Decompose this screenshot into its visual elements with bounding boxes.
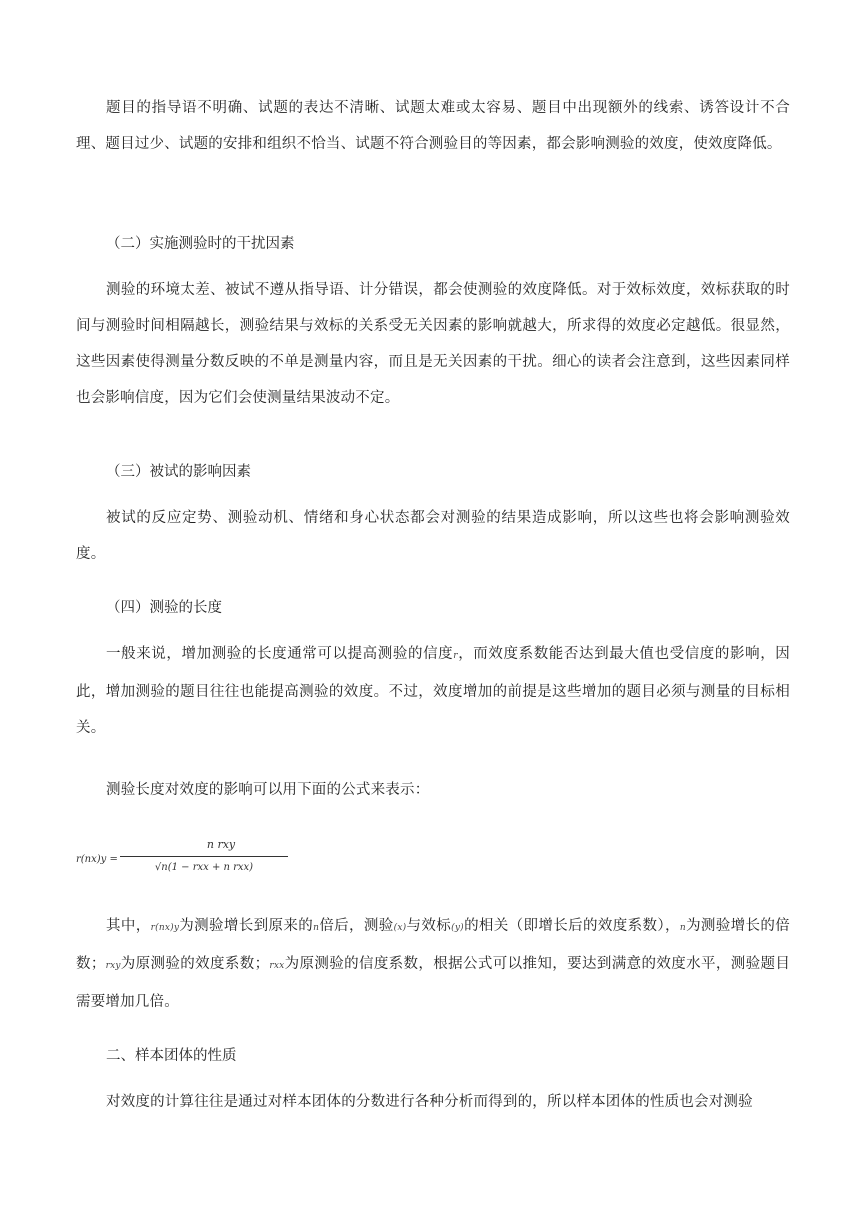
symbol-n: n: [313, 923, 320, 933]
section-heading-examinee: （三）被试的影响因素: [106, 464, 251, 480]
paragraph-text: 与效标: [406, 918, 452, 934]
section-heading-administration: （二）实施测验时的干扰因素: [106, 236, 295, 252]
paragraph-text: 为测验增长到原来的: [179, 918, 314, 934]
paragraph-test-length: [76, 636, 790, 746]
paragraph-text: 的相关（即增长后的效度系数），: [463, 918, 680, 934]
paragraph-text: 为原测验的信度系数，根据公式可以推知，要达到满意的效度水平，测验题目需要增加几倍。: [76, 956, 791, 1010]
formula-denominator: √n(1 − rxx + n rxx): [154, 862, 254, 873]
section-heading-sample: 二、样本团体的性质: [106, 1048, 237, 1064]
paragraph-text: 倍后，测验: [319, 918, 394, 934]
paragraph-item-quality: 题目的指导语不明确、试题的表达不清晰、试题太难或太容易、题目中出现额外的线索、诱答设计不合理、题目过少、试题的安排和组织不恰当、试题不符合测验目的等因素，都会影响测验的效度，使效度降低。: [76, 100, 790, 152]
fraction-bar: [120, 856, 288, 857]
validity-length-formula: [76, 836, 256, 886]
symbol-y: (y): [451, 923, 464, 933]
paragraph-text: 其中，: [106, 918, 151, 934]
paragraph-examinee: 被试的反应定势、测验动机、情绪和身心状态都会对测验的结果造成影响，所以这些也将会影响测验效度。: [76, 510, 790, 562]
paragraph-sample: 对效度的计算往往是通过对样本团体的分数进行各种分析而得到的，所以样本团体的性质也会对测验: [106, 1094, 753, 1110]
formula-numerator: n rxy: [206, 838, 236, 851]
paragraph-text: 一般来说，增加测验的长度通常可以提高测验的信度: [106, 646, 454, 662]
paragraph-administration: 测验的环境太差、被试不遵从指导语、计分错误，都会使测验的效度降低。对于效标效度，效标获取的时间与测验时间相隔越长，测验结果与效标的关系受无关因素的影响就越大，所求得的效度必定越低。很显然，这些因素使得测量分数反映的不单是测量内容，而且是无关因素的干扰。细心的读者会注意到，这些因素同样也会影响信度，因为它们会使测量结果波动不定。: [76, 282, 790, 406]
formula-lhs: r(nx)y =: [76, 854, 118, 865]
paragraph-text: ，而效度系数能否达到最大值也受信度的影响，因此，增加测验的题目往往也能提高测验的效度。不过，效度增加的前提是这些增加的题目必须与测量的目标相关。: [76, 646, 790, 736]
paragraph-text: 为测验增长的倍数；: [76, 918, 790, 972]
symbol-rxx: rxx: [269, 961, 285, 971]
reliability-symbol: r: [453, 651, 458, 661]
section-heading-test-length: （四）测验的长度: [106, 600, 222, 616]
paragraph-text: 为原测验的效度系数；: [120, 956, 270, 972]
symbol-n: n: [679, 923, 686, 933]
paragraph-formula-intro: 测验长度对效度的影响可以用下面的公式来表示：: [106, 782, 430, 798]
paragraph-formula-explanation: [76, 908, 790, 1020]
symbol-r-nx-y: r(nx)y: [150, 923, 180, 933]
symbol-x: (x): [393, 923, 407, 933]
symbol-rxy: rxy: [105, 961, 121, 971]
